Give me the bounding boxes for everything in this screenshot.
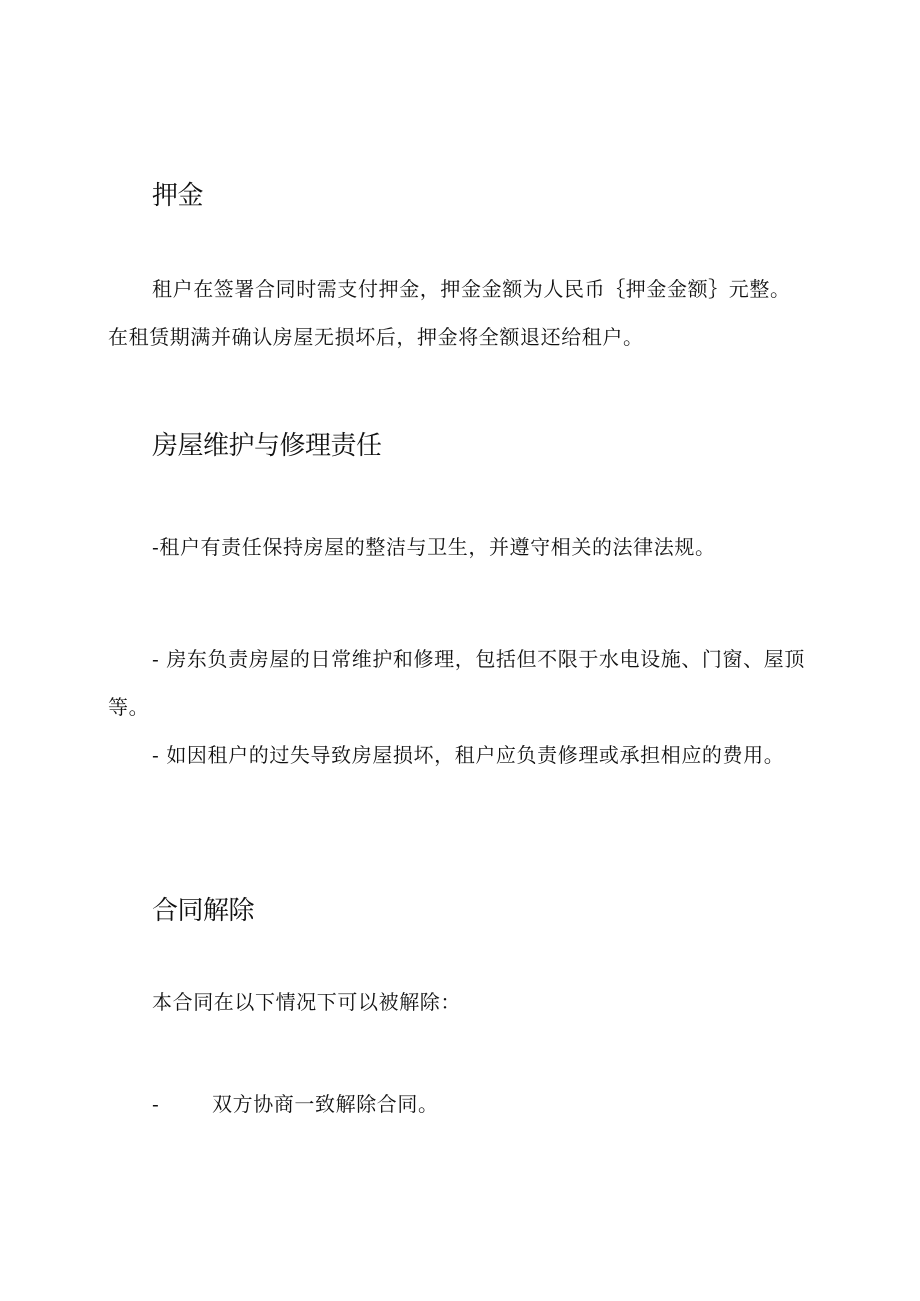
paragraph-tenant-duty: -租户有责任保持房屋的整洁与卫生，并遵守相关的法律法规。: [152, 535, 716, 559]
heading-maintenance: 房屋维护与修理责任: [152, 431, 382, 461]
paragraph-termination-intro: 本合同在以下情况下可以被解除：: [152, 990, 461, 1014]
paragraph-landlord-duty: - 房东负责房屋的日常维护和修理，包括但不限于水电设施、门窗、屋顶等。: [108, 647, 805, 719]
list-item-text: 双方协商一致解除合同。: [212, 1092, 439, 1116]
paragraph-deposit: 租户在签署合同时需支付押金，押金金额为人民币｛押金金额｝元整。在租赁期满并确认房屋无损坏后，押金将全额退还给租户。: [108, 277, 791, 349]
list-item: [152, 1089, 439, 1119]
heading-deposit: 押金: [152, 181, 204, 211]
paragraph-tenant-fault: - 如因租户的过失导致房屋损坏，租户应负责修理或承担相应的费用。: [152, 743, 785, 767]
list-item-marker: -: [152, 1092, 160, 1116]
heading-termination: 合同解除: [152, 896, 255, 926]
